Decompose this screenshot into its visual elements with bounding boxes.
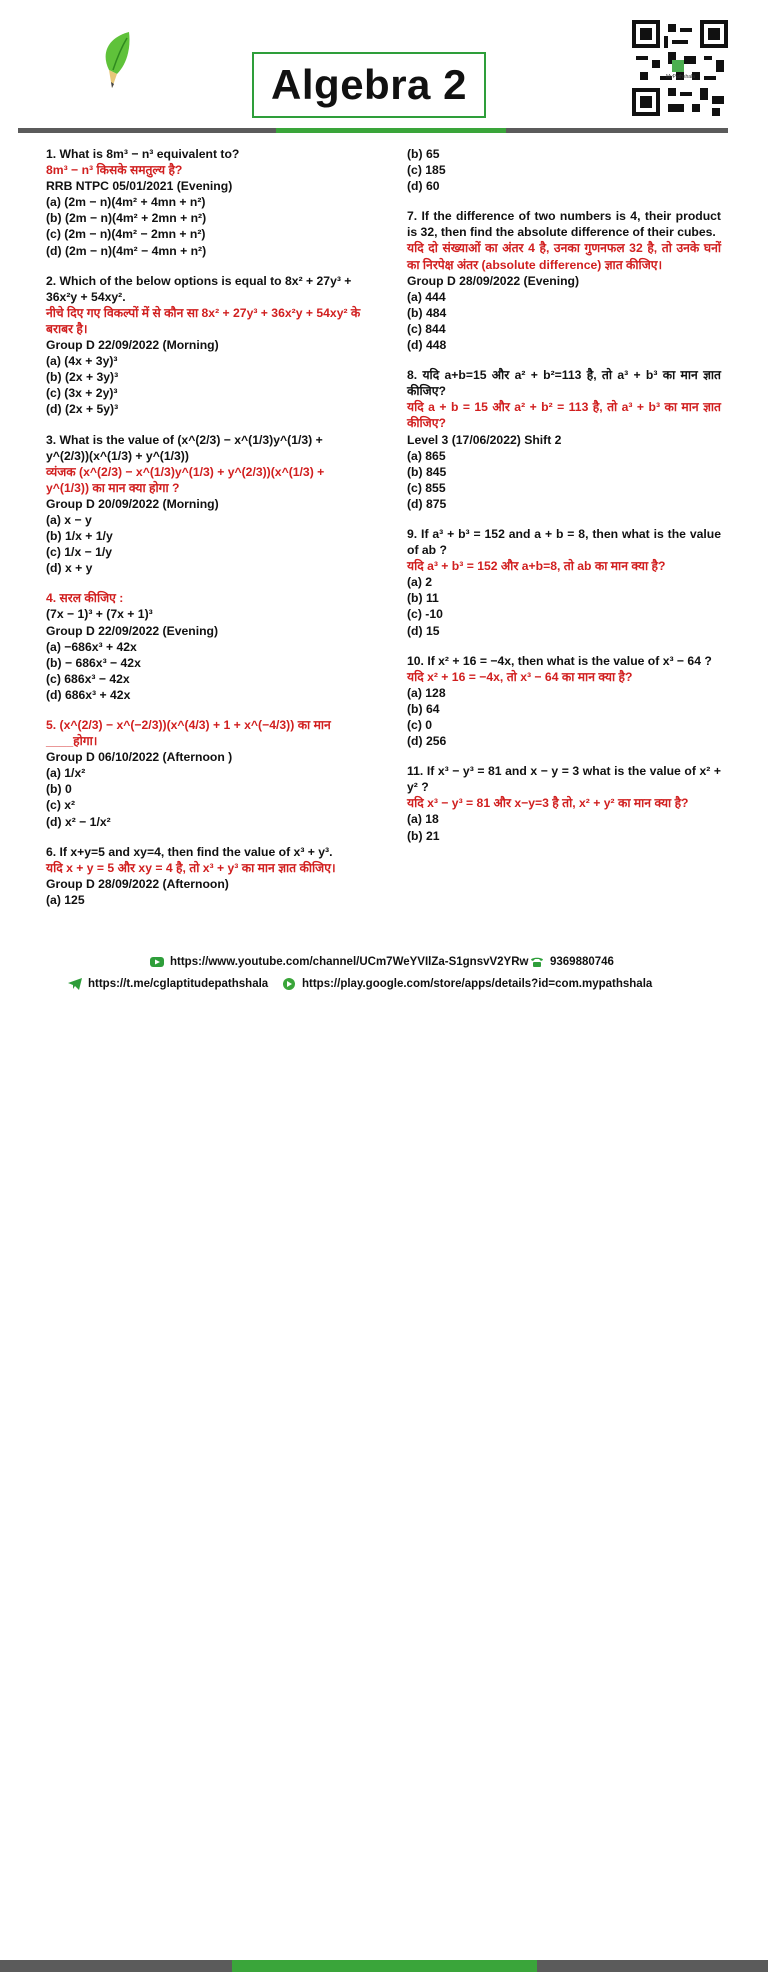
question-text-hindi: यदि दो संख्याओं का अंतर 4 है, उनका गुणनफल 32 है, तो उनके घनों का निरपेक्ष अंतर (absolute difference) ज्ञात कीजिए। [407, 241, 721, 272]
exam-source: Level 3 (17/06/2022) Shift 2 [407, 432, 562, 447]
pencil-leaf-logo-icon [95, 30, 141, 92]
option-a: (a) −686x³ + 42x [46, 639, 137, 654]
option-a: (a) 128 [407, 685, 446, 700]
exam-source: Group D 28/09/2022 (Evening) [407, 273, 580, 288]
option-a: (a) 444 [407, 289, 446, 304]
question-6 [46, 844, 364, 908]
question-8 [407, 367, 721, 512]
question-text-hindi: यदि a + b = 15 और a² + b² = 113 है, तो a³ + b³ का मान ज्ञात कीजिए? [407, 400, 721, 431]
exam-source: Group D 06/10/2022 (Afternoon ) [46, 750, 233, 765]
question-text: 8. यदि a+b=15 और a² + b²=113 है, तो a³ + b³ का मान ज्ञात कीजिए? [407, 368, 721, 399]
question-text: 9. If a³ + b³ = 152 and a + b = 8, then what is the value of ab ? [407, 526, 721, 558]
option-c: (c) x² [46, 798, 76, 813]
question-text: 5. (x^(2/3) − x^(−2/3))(x^(4/3) + 1 + x^(−4/3)) [46, 718, 295, 732]
youtube-icon [150, 956, 164, 968]
question-text: 10. If x² + 16 = −4x, then what is the value of x³ − 64 ? [407, 653, 712, 668]
page-title: Algebra 2 [271, 61, 467, 108]
exam-source: Group D 20/09/2022 (Morning) [46, 496, 219, 511]
option-b: (b) 484 [407, 305, 447, 320]
youtube-url[interactable]: https://www.youtube.com/channel/UCm7WeYVIlZa-S1gnsvV2YRw [170, 956, 529, 968]
question-text: 11. If x³ − y³ = 81 and x − y = 3 what is the value of x² + y² ? [407, 764, 721, 795]
option-b: (b) 845 [407, 464, 447, 479]
question-text: 2. Which of the below options is equal to 8x² + 27y³ + 36x²y + 54xy². [46, 273, 352, 304]
question-text-hindi: यदि a³ + b³ = 152 और a+b=8, तो ab का मान क्या है? [407, 559, 666, 574]
question-9 [407, 526, 721, 639]
question-4 [46, 590, 364, 703]
qr-code-icon [632, 20, 728, 116]
question-text-hindi: का मान ____होगा। [46, 718, 331, 749]
option-c: (c) 1/x − 1/y [46, 545, 113, 560]
question-11 [407, 763, 721, 843]
option-c: (c) (3x + 2y)³ [46, 386, 118, 401]
option-a: (a) 125 [46, 892, 85, 907]
playstore-url[interactable]: https://play.google.com/store/apps/details?id=com.mypathshala [302, 978, 653, 990]
option-b: (b) 1/x + 1/y [46, 529, 113, 544]
option-c: (c) 686x³ − 42x [46, 671, 130, 686]
question-text-hindi: नीचे दिए गए विकल्पों में से कौन सा 8x² + 27y³ + 36x²y + 54xy² के बराबर है। [46, 305, 361, 336]
option-d: (d) (2m − n)(4m² − 4mn + n²) [46, 243, 207, 258]
option-a: (a) 18 [407, 812, 439, 827]
question-2 [46, 273, 364, 418]
option-d: (d) 686x³ + 42x [46, 687, 131, 702]
question-1 [46, 146, 364, 259]
option-d: (d) x² − 1/x² [46, 814, 111, 829]
option-d: (d) (2x + 5y)³ [46, 402, 119, 417]
question-text: 1. What is 8m³ − n³ equivalent to? [46, 147, 240, 161]
question-text: 6. If x+y=5 and xy=4, then find the value of x³ + y³. [46, 844, 333, 859]
option-c: (c) -10 [407, 607, 443, 622]
question-7 [407, 208, 721, 353]
option-d: (d) 875 [407, 496, 447, 511]
option-d: (d) 15 [407, 623, 440, 638]
phone-text: 9369880746 [550, 956, 614, 968]
telegram-icon [68, 978, 82, 990]
option-b: (b) − 686x³ − 42x [46, 655, 141, 670]
option-d: (d) 448 [407, 338, 447, 353]
telegram-url[interactable]: https://t.me/cglaptitudepathshala [88, 978, 269, 990]
playstore-link[interactable] [282, 978, 652, 990]
option-d: (d) 60 [407, 179, 440, 194]
footer-divider [0, 1960, 768, 1972]
question-text-hindi: 4. सरल कीजिए : [46, 591, 124, 606]
phone-number [530, 956, 614, 968]
exam-source: RRB NTPC 05/01/2021 (Evening) [46, 179, 233, 194]
phone-icon [530, 956, 544, 968]
youtube-link[interactable] [150, 956, 528, 968]
option-b: (b) 65 [407, 147, 440, 161]
question-text-hindi: 8m³ − n³ किसके समतुल्य है? [46, 163, 183, 178]
option-a: (a) 865 [407, 448, 446, 463]
option-c: (c) 185 [407, 163, 446, 178]
play-store-icon [282, 978, 296, 990]
telegram-link[interactable] [68, 978, 268, 990]
question-10 [407, 653, 721, 750]
qr-caption: MyPathshala [666, 74, 695, 80]
question-expression: (7x − 1)³ + (7x + 1)³ [46, 607, 153, 622]
question-6-continued [407, 146, 721, 194]
option-a: (a) (4x + 3y)³ [46, 354, 118, 369]
question-text-hindi: यदि x³ − y³ = 81 और x−y=3 है तो, x² + y² का मान क्या है? [407, 796, 689, 811]
question-text-hindi: यदि x² + 16 = −4x, तो x³ − 64 का मान क्या है? [407, 669, 633, 684]
header-divider [18, 128, 728, 133]
right-column [407, 146, 721, 858]
option-b: (b) (2x + 3y)³ [46, 370, 119, 385]
option-d: (d) x + y [46, 561, 93, 576]
option-b: (b) (2m − n)(4m² + 2mn + n²) [46, 211, 207, 226]
exam-source: Group D 22/09/2022 (Evening) [46, 623, 219, 638]
question-text-hindi: व्यंजक (x^(2/3) − x^(1/3)y^(1/3) + y^(2/3))(x^(1/3) + y^(1/3)) का मान क्या होगा ? [46, 464, 325, 495]
page-footer [0, 948, 768, 1024]
option-c: (c) (2m − n)(4m² − 2mn + n²) [46, 227, 206, 242]
option-b: (b) 64 [407, 701, 440, 716]
option-d: (d) 256 [407, 734, 447, 749]
option-c: (c) 855 [407, 480, 446, 495]
option-a: (a) (2m − n)(4m² + 4mn + n²) [46, 195, 206, 210]
question-5 [46, 717, 364, 830]
page-header [0, 0, 768, 135]
question-text-hindi: यदि x + y = 5 और xy = 4 है, तो x³ + y³ का मान ज्ञात कीजिए। [46, 860, 336, 875]
question-3 [46, 432, 364, 577]
exam-source: Group D 28/09/2022 (Afternoon) [46, 876, 229, 891]
option-a: (a) 2 [407, 575, 433, 590]
option-a: (a) x − y [46, 512, 92, 527]
option-b: (b) 11 [407, 591, 439, 606]
question-text: 3. What is the value of (x^(2/3) − x^(1/3)y^(1/3) + y^(2/3))(x^(1/3) + y^(1/3)) [46, 432, 323, 463]
option-b: (b) 21 [407, 828, 440, 843]
option-c: (c) 0 [407, 718, 433, 732]
exam-source: Group D 22/09/2022 (Morning) [46, 338, 219, 353]
option-c: (c) 844 [407, 321, 446, 336]
left-column [46, 146, 364, 922]
page-title-box [252, 52, 486, 118]
option-b: (b) 0 [46, 782, 72, 797]
question-text: 7. If the difference of two numbers is 4, their product is 32, then find the absolute difference of their cubes. [407, 209, 721, 240]
option-a: (a) 1/x² [46, 766, 86, 781]
